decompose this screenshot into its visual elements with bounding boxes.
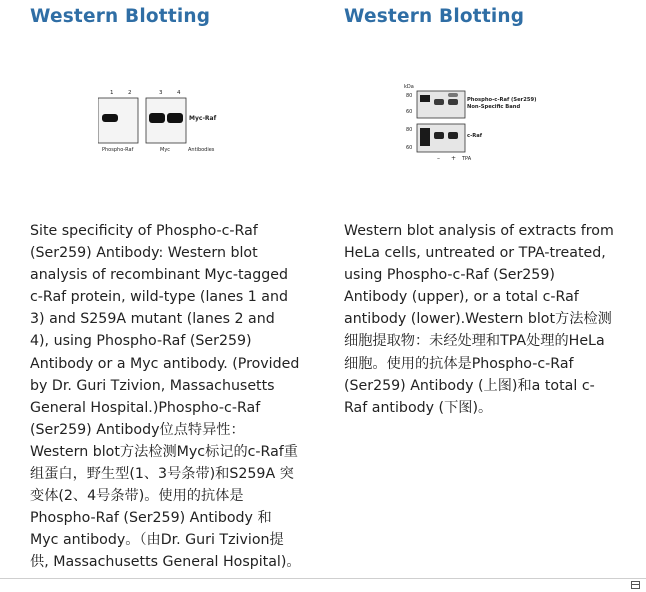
left-heading: Western Blotting (30, 6, 211, 27)
caption-line: Phospho-Raf (Ser259) Antibody 和 (30, 510, 272, 527)
band (102, 114, 118, 122)
band (434, 99, 444, 105)
lane-label: 4 (177, 90, 181, 96)
antibody-label: Antibodies (188, 147, 215, 153)
caption-line: by Dr. Guri Tzivion, Massachusetts (30, 377, 275, 394)
caption-line: Western blot方法检测Myc标记的c-Raf重 (30, 443, 298, 460)
antibody-label: Myc (160, 147, 171, 153)
treatment-label: – (437, 155, 440, 162)
page-icon[interactable] (631, 581, 640, 589)
caption-line: Site specificity of Phospho-c-Raf (30, 223, 258, 239)
marker-label: 80 (406, 127, 413, 133)
band (149, 113, 165, 123)
marker-label: 60 (406, 109, 413, 115)
caption-line: Antibody or a Myc antibody. (Provided (30, 355, 300, 372)
caption-line: 变体(2、4号条带)。使用的抗体是 (30, 488, 244, 505)
caption-line: (Ser259) Antibody位点特异性： (30, 421, 245, 438)
upper-band-label: Phospho-c-Raf (Ser259) (467, 97, 537, 103)
caption-line: 3) and S259A mutant (lanes 2 and (30, 311, 275, 328)
caption-line: c-Raf protein, wild-type (lanes 1 and (30, 289, 288, 306)
bottom-scroll-bar[interactable] (0, 578, 646, 592)
caption-line: analysis of recombinant Myc-tagged (30, 267, 288, 284)
unit-label: kDa (404, 84, 414, 90)
treatment-label: + (451, 155, 457, 162)
caption-line: Western blot analysis of extracts from (344, 223, 614, 239)
right-heading: Western Blotting (344, 6, 525, 27)
caption-line: 细胞。使用的抗体是Phospho-c-Raf (344, 355, 574, 372)
left-blot-image (98, 88, 288, 156)
lane-label: 2 (128, 90, 132, 96)
caption-line: HeLa cells, untreated or TPA-treated, (344, 245, 606, 262)
band (167, 113, 183, 123)
marker-label: 60 (406, 145, 413, 151)
right-caption (344, 220, 639, 419)
band (420, 95, 430, 102)
band (434, 132, 444, 139)
antibody-label: Phospho-Raf (102, 147, 134, 153)
caption-line: antibody (lower).Western blot方法检测 (344, 311, 612, 328)
caption-line: (Ser259) Antibody: Western blot (30, 245, 258, 262)
band (448, 132, 458, 139)
lower-band-label: c-Raf (467, 133, 482, 139)
caption-line: Raf antibody (下图)。 (344, 399, 493, 416)
band (420, 128, 430, 146)
lane-label: 1 (110, 90, 114, 96)
caption-line: Antibody (upper), or a total c-Raf (344, 289, 579, 306)
band-label: Myc-Raf (189, 115, 217, 122)
caption-line: General Hospital.)Phospho-c-Raf (30, 399, 261, 416)
right-blot-image (404, 82, 579, 166)
band (448, 93, 458, 97)
caption-line: 组蛋白，野生型(1、3号条带)和S259A 突 (30, 466, 294, 483)
band (448, 99, 458, 105)
caption-line: 供, Massachusetts General Hospital)。 (30, 554, 301, 571)
lane-label: 3 (159, 90, 163, 96)
treatment-name: TPA (462, 156, 472, 162)
upper-band-label: Non-Specific Band (467, 104, 521, 110)
left-caption (30, 220, 320, 574)
caption-line: using Phospho-c-Raf (Ser259) (344, 267, 555, 284)
caption-line: (Ser259) Antibody (上图)和a total c- (344, 377, 595, 394)
caption-line: Myc antibody。（由Dr. Guri Tzivion提 (30, 532, 284, 549)
caption-line: 细胞提取物：未经处理和TPA处理的HeLa (344, 333, 605, 350)
caption-line: 4), using Phospho-Raf (Ser259) (30, 333, 252, 350)
marker-label: 80 (406, 93, 413, 99)
